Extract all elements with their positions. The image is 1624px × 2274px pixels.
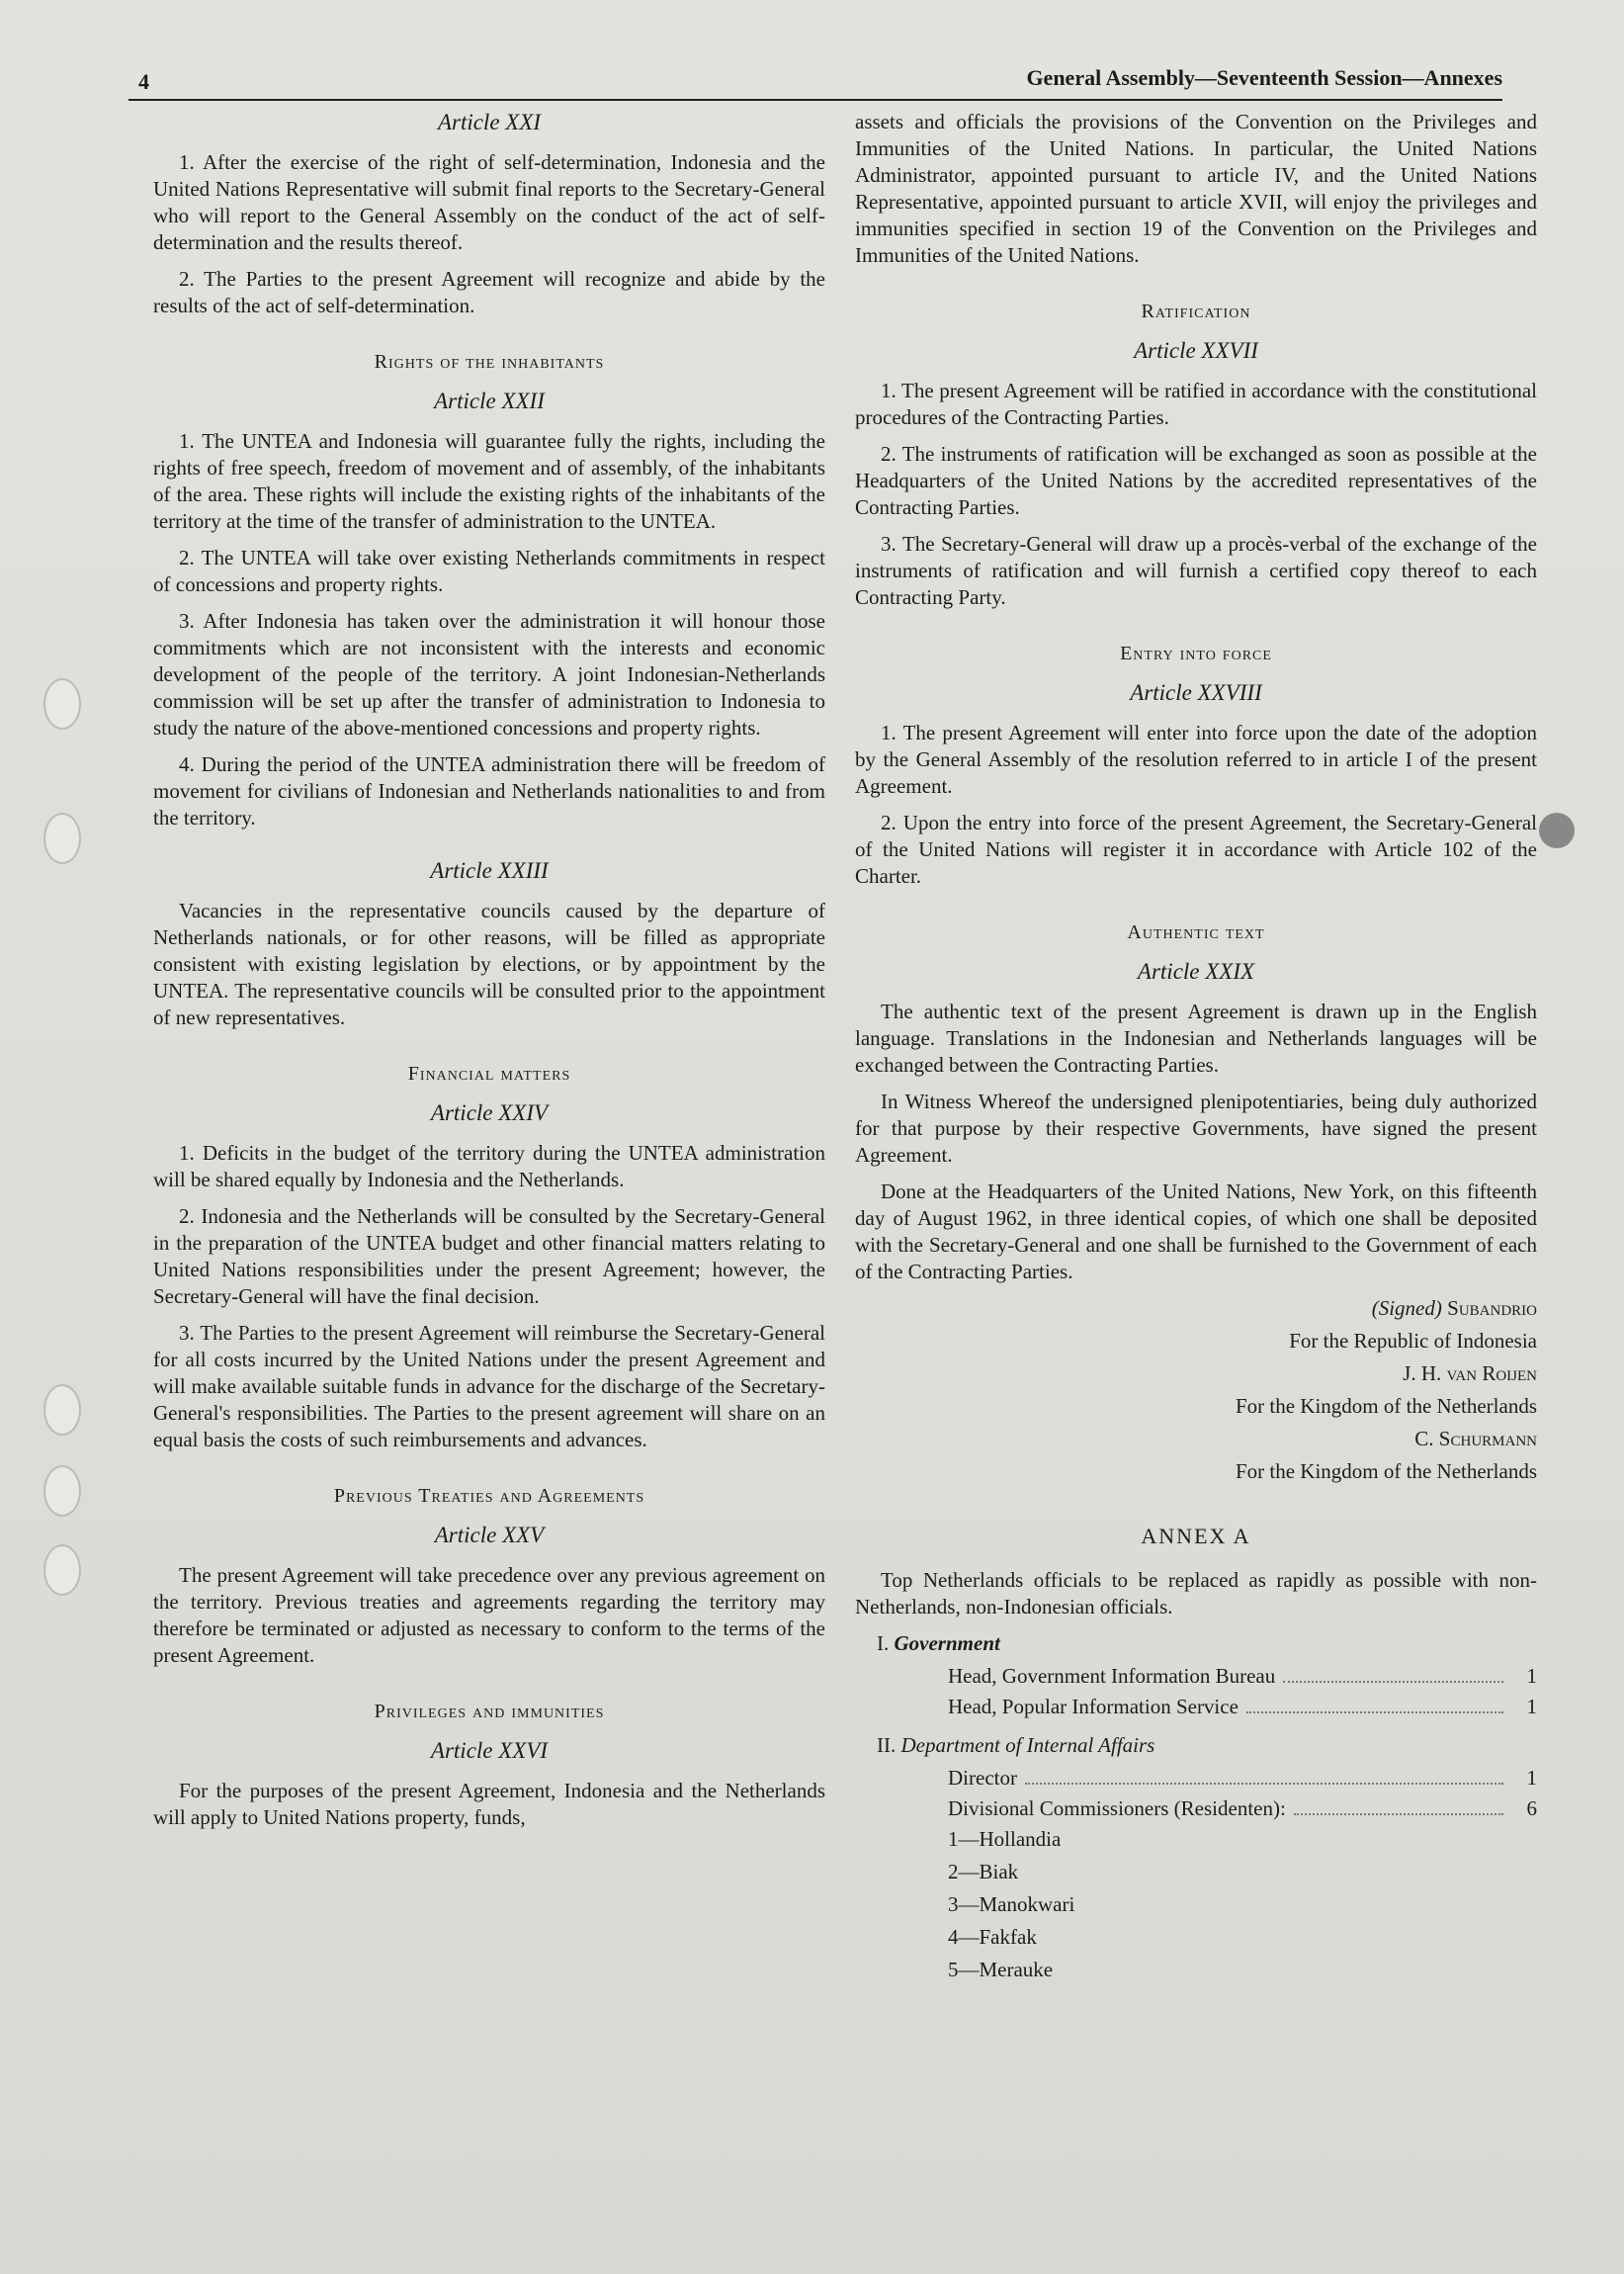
article-title: Article XXIV — [430, 1100, 549, 1125]
section-heading: Ratification — [1141, 301, 1251, 322]
signatory-affiliation: For the Kingdom of the Netherlands — [1235, 1394, 1537, 1418]
annex-row-count: 6 — [1526, 1796, 1537, 1820]
annex-title: ANNEX A — [1141, 1524, 1251, 1548]
paragraph: 2. Upon the entry into force of the present Agreement, the Secretary-General of the United Nations will register it in accordance with Article 102 of the Charter. — [855, 811, 1537, 888]
signatory-affiliation: For the Kingdom of the Netherlands — [1235, 1459, 1537, 1483]
signatory-affiliation: For the Republic of Indonesia — [1289, 1329, 1537, 1353]
paragraph: 3. The Parties to the present Agreement will reimburse the Secretary-General for all costs incurred by the United Nations under the present Agreement and will make available suitable funds in advance for the discharge of the Secretary-General's responsibilities. The Parties to the present agreement will share on an equal basis the costs of such reimbursements and advances. — [153, 1321, 825, 1451]
article-title: Article XXIX — [1137, 959, 1255, 984]
paragraph: assets and officials the provisions of the Convention on the Privileges and Immunities of the United Nations. In particular, the United Nations Administrator, appointed pursuant to article IV, and the United Nations Representative, appointed pursuant to article XVII, will enjoy the privileges and immunities specified in section 19 of the Convention on the Privileges and Immunities of the United Nations. — [855, 110, 1537, 267]
paragraph: 2. The UNTEA will take over existing Netherlands commitments in respect of concessions and property rights. — [153, 546, 825, 596]
paragraph: 1. The UNTEA and Indonesia will guarantee fully the rights, including the rights of free speech, freedom of movement and of assembly, of the inhabitants of the area. These rights will include the existing rights of the inhabitants of the territory at the time of the transfer of administration to the UNTEA. — [153, 429, 825, 533]
residency-item: 5—Merauke — [948, 1958, 1054, 1981]
paragraph: 1. The present Agreement will enter into force upon the date of the adoption by the General Assembly of the resolution referred to in article I of the present Agreement. — [855, 721, 1537, 798]
section-title: Department of Internal Affairs — [900, 1733, 1155, 1757]
paragraph: Vacancies in the representative councils caused by the departure of Netherlands nationals, or for other reasons, will be filled as appropriate consistent with existing legislation by elections, or by appointment by the UNTEA. The representative councils will be consulted prior to the appointment of new representatives. — [153, 899, 825, 1029]
section-heading: Entry into force — [1120, 643, 1272, 664]
residency-item: 3—Manokwari — [948, 1892, 1075, 1916]
section-heading: Financial matters — [407, 1063, 571, 1085]
signature-line — [855, 1295, 1537, 1322]
paragraph: The present Agreement will take precedence over any previous agreement on the territory. Previous treaties and agreements regarding the territory may therefore be terminated or adjusted as necessary to conform to the terms of the present Agreement. — [153, 1563, 825, 1667]
section-number: II. — [877, 1733, 897, 1757]
right-column — [855, 109, 1537, 1989]
paragraph: 2. The Parties to the present Agreement will recognize and abide by the results of the act of self-determination. — [153, 267, 825, 317]
left-column — [153, 109, 825, 1841]
residency-item: 2—Biak — [948, 1860, 1019, 1883]
article-title: Article XXVII — [1134, 338, 1258, 363]
paragraph: 2. The instruments of ratification will be exchanged as soon as possible at the Headquarters of the United Nations by the accredited representatives of the Contracting Parties. — [855, 442, 1537, 519]
section-heading: Authentic text — [1127, 921, 1265, 943]
annex-row — [948, 1663, 1537, 1690]
running-title: General Assembly—Seventeenth Session—Annexes — [1026, 65, 1502, 90]
paragraph: The authentic text of the present Agreement is drawn up in the English language. Translations in the Indonesian and Netherlands languages will be exchanged between the Contracting Parties. — [855, 1000, 1537, 1077]
annex-section-heading — [877, 1732, 1537, 1759]
leader-dots — [1246, 1700, 1503, 1713]
punch-hole — [43, 1544, 81, 1596]
annex-row — [948, 1694, 1537, 1720]
annex-row-label: Director — [948, 1766, 1017, 1790]
residency-item: 4—Fakfak — [948, 1925, 1037, 1949]
page-number: 4 — [138, 69, 149, 94]
paragraph: In Witness Whereof the undersigned plenipotentiaries, being duly authorized for that purpose by their respective Governments, have signed the present Agreement. — [855, 1090, 1537, 1167]
annex-row-label: Divisional Commissioners (Residenten): — [948, 1796, 1286, 1820]
annex-row-label: Head, Popular Information Service — [948, 1695, 1239, 1718]
article-title: Article XXIII — [430, 858, 549, 883]
annex-row — [948, 1765, 1537, 1792]
section-title: Government — [894, 1631, 1000, 1655]
signatory-name: Subandrio — [1447, 1296, 1537, 1320]
signature-block — [855, 1295, 1537, 1485]
paragraph: 1. Deficits in the budget of the territory during the UNTEA administration will be shared equally by Indonesia and the Netherlands. — [153, 1141, 825, 1191]
punch-hole — [43, 1384, 81, 1436]
residency-item: 1—Hollandia — [948, 1827, 1062, 1851]
punch-hole — [43, 1465, 81, 1517]
section-heading: Previous Treaties and Agreements — [333, 1485, 645, 1507]
paragraph: 1. The present Agreement will be ratified in accordance with the constitutional procedures of the Contracting Parties. — [855, 379, 1537, 429]
section-heading: Privileges and immunities — [374, 1701, 605, 1722]
article-title: Article XXI — [437, 110, 542, 134]
annex-row-count: 1 — [1526, 1664, 1537, 1688]
paragraph: 3. The Secretary-General will draw up a procès-verbal of the exchange of the instruments of ratification and will furnish a certified copy thereof to each Contracting Party. — [855, 532, 1537, 609]
signatory-name: C. Schurmann — [1414, 1427, 1537, 1450]
paragraph: 2. Indonesia and the Netherlands will be consulted by the Secretary-General in the preparation of the UNTEA budget and other financial matters relating to United Nations responsibilities under the present Agreement; however, the Secretary-General will have the final decision. — [153, 1204, 825, 1308]
paragraph: 4. During the period of the UNTEA administration there will be freedom of movement for civilians of Indonesian and Netherlands nationalities to and from the territory. — [153, 752, 825, 830]
annex-intro: Top Netherlands officials to be replaced as rapidly as possible with non-Netherlands, non-Indonesian officials. — [855, 1568, 1537, 1618]
section-number: I. — [877, 1631, 890, 1655]
page-header — [128, 61, 1502, 101]
annex-row-count: 1 — [1526, 1695, 1537, 1718]
leader-dots — [1283, 1669, 1503, 1683]
annex-list — [877, 1630, 1537, 1983]
leader-dots — [1294, 1801, 1503, 1815]
annex-row — [948, 1795, 1537, 1822]
article-title: Article XXVI — [430, 1738, 549, 1763]
punch-hole — [43, 813, 81, 864]
punch-hole — [43, 678, 81, 730]
paragraph: 3. After Indonesia has taken over the administration it will honour those commitments which are not inconsistent with the interests and economic development of the people of the territory. A joint Indonesian-Netherlands commission will be set up after the transfer of administration to Indonesia to study the nature of the above-mentioned concessions and property rights. — [153, 609, 825, 740]
article-title: Article XXII — [434, 389, 545, 413]
annex-section-heading — [877, 1630, 1537, 1657]
punch-hole — [1539, 813, 1575, 848]
paragraph: For the purposes of the present Agreement, Indonesia and the Netherlands will apply to United Nations property, funds, — [153, 1779, 825, 1829]
section-heading: Rights of the inhabitants — [374, 351, 605, 373]
paragraph: Done at the Headquarters of the United Nations, New York, on this fifteenth day of August 1962, in three identical copies, of which one shall be deposited with the Secretary-General and one shall be furnished to the Government of each of the Contracting Parties. — [855, 1180, 1537, 1283]
signatory-name: J. H. van Roijen — [1403, 1361, 1537, 1385]
annex-row-label: Head, Government Information Bureau — [948, 1664, 1276, 1688]
leader-dots — [1025, 1771, 1503, 1785]
paragraph: 1. After the exercise of the right of self-determination, Indonesia and the United Nations Representative will submit final reports to the Secretary-General who will report to the General Assembly on the conduct of the act of self-determination and the results thereof. — [153, 150, 825, 254]
annex-row-count: 1 — [1526, 1766, 1537, 1790]
article-title: Article XXV — [434, 1523, 545, 1547]
article-title: Article XXVIII — [1130, 680, 1262, 705]
signed-marker: (Signed) — [1371, 1296, 1442, 1320]
